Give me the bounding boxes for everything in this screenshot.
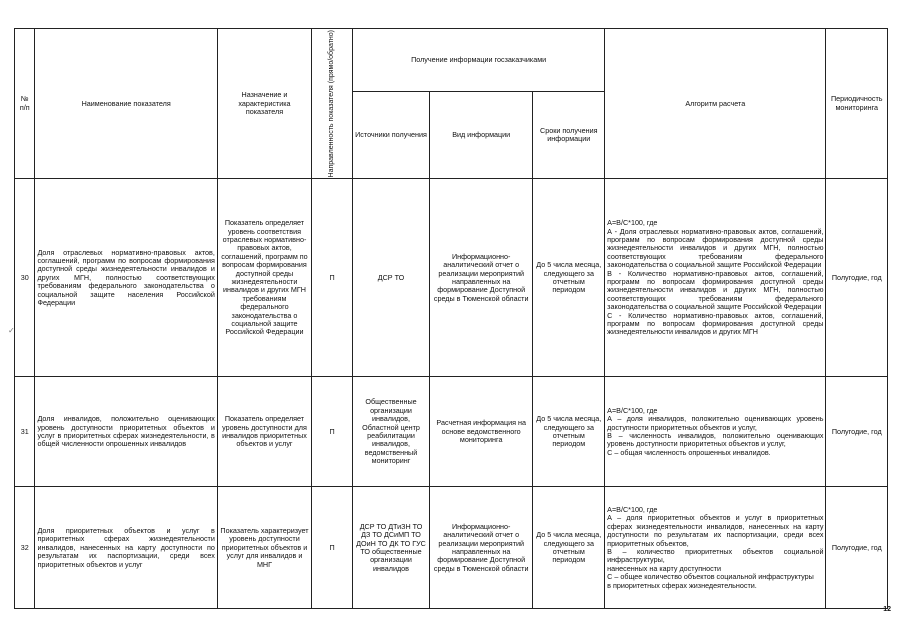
margin-check-mark: ✓ xyxy=(8,326,15,335)
row-name: Доля приоритетных объектов и услуг в приоритетных сферах жизнедеятельности инвалидов, нанесенных на карту доступности по результатам их паспортизации, среди всех приоритетных объектов и услуг xyxy=(35,487,217,609)
row-sources: Общественные организации инвалидов, Областной центр реабилитации инвалидов, ведомственный мониторинг xyxy=(353,377,430,487)
header-name: Наименование показателя xyxy=(35,29,217,179)
row-deadline: До 5 числа месяца, следующего за отчетным периодом xyxy=(533,377,605,487)
row-num: 32 xyxy=(15,487,35,609)
row-direction: П xyxy=(312,487,353,609)
row-direction: П xyxy=(312,179,353,377)
header-info-group: Получение информации госзаказчиками xyxy=(353,29,605,92)
row-sources: ДСР ТО xyxy=(353,179,430,377)
header-sources: Источники получения xyxy=(353,91,430,178)
table-row xyxy=(15,179,888,377)
row-num: 30 xyxy=(15,179,35,377)
header-direction-text: Направленность показателя (прямо/обратно) xyxy=(328,30,336,178)
header-direction xyxy=(312,29,353,179)
header-deadline: Сроки получения информации xyxy=(533,91,605,178)
row-periodicity: Полугодие, год xyxy=(826,487,888,609)
header-purpose: Назначение и характеристика показателя xyxy=(217,29,311,179)
row-algorithm: А=В/С*100, где А – доля приоритетных объектов и услуг в приоритетных сферах жизнедеятельности инвалидов, нанесенных на карту доступности по результатам их паспортизации, среди всех приоритетных объектов, В – количество приоритетных объектов социальной инфраструктуры, нанесенных на карту доступности С – общее количество объектов социальной инфраструктуры в приоритетных сферах жизнедеятельности. xyxy=(605,487,826,609)
header-periodicity: Периодичность мониторинга xyxy=(826,29,888,179)
row-purpose: Показатель определяет уровень доступности для инвалидов приоритетных объектов и услуг xyxy=(217,377,311,487)
row-deadline: До 5 числа месяца, следующего за отчетным периодом xyxy=(533,487,605,609)
table-row xyxy=(15,377,888,487)
header-info-type: Вид информации xyxy=(429,91,532,178)
header-algorithm: Алгоритм расчета xyxy=(605,29,826,179)
row-algorithm: А=В/С*100, где А - Доля отраслевых нормативно-правовых актов, соглашений, программ по вопросам формирования доступной среды жизнедеятельности инвалидов и других МГН, полностью соответствующих требованиям федерального законодательства о социальной защите Российской Федерации В - Количество нормативно-правовых актов, соглашений, программ по вопросам формирования доступной среды жизнедеятельности инвалидов и других МГН, полностью соответствующих требованиям федерального законодательства о социальной защите Российской Федерации С - Количество нормативно-правовых актов, соглашений, программ по вопросам формирования доступной среды жизнедеятельности инвалидов и других МГН xyxy=(605,179,826,377)
row-purpose: Показатель характеризует уровень доступности приоритетных объектов и услуг для инвалидов и МНГ xyxy=(217,487,311,609)
row-info-type: Информационно-аналитический отчет о реализации мероприятий направленных на формирование Доступной среды в Тюменской области xyxy=(429,487,532,609)
row-direction: П xyxy=(312,377,353,487)
row-info-type: Расчетная информация на основе ведомственного мониторинга xyxy=(429,377,532,487)
table-row xyxy=(15,487,888,609)
row-periodicity: Полугодие, год xyxy=(826,377,888,487)
row-name: Доля отраслевых нормативно-правовых актов, соглашений, программ по вопросам формирования доступной среды жизнедеятельности инвалидов и других МГН, полностью соответствующих требованиям федерального законодательства о социальной защите населения Российской Федерации xyxy=(35,179,217,377)
row-deadline: До 5 числа месяца, следующего за отчетным периодом xyxy=(533,179,605,377)
row-info-type: Информационно-аналитический отчет о реализации мероприятий направленных на формирование Доступной среды в Тюменской области xyxy=(429,179,532,377)
page-number: 12 xyxy=(883,606,891,613)
indicators-table xyxy=(14,28,888,609)
row-name: Доля инвалидов, положительно оценивающих уровень доступности приоритетных объектов и услуг в приоритетных сферах жизнедеятельности, в общей численности опрошенных инвалидов xyxy=(35,377,217,487)
row-purpose: Показатель определяет уровень соответствия отраслевых нормативно-правовых актов, соглашений, программ по вопросам формирования доступной среды жизнедеятельности инвалидов и других МГН требованиям федерального законодательства о социальной защите Российской Федерации xyxy=(217,179,311,377)
row-periodicity: Полугодие, год xyxy=(826,179,888,377)
row-algorithm: А=В/С*100, где А – доля инвалидов, положительно оценивающих уровень доступности приоритетных объектов и услуг, В – численность инвалидов, положительно оценивающих уровень доступности приоритетных объектов и услуг, С – общая численность опрошенных инвалидов. xyxy=(605,377,826,487)
header-num: № п/п xyxy=(15,29,35,179)
row-num: 31 xyxy=(15,377,35,487)
row-sources: ДСР ТО ДТиЗН ТО ДЗ ТО ДСиМП ТО ДОиН ТО ДК ТО ГУС ТО общественные организации инвалидов xyxy=(353,487,430,609)
